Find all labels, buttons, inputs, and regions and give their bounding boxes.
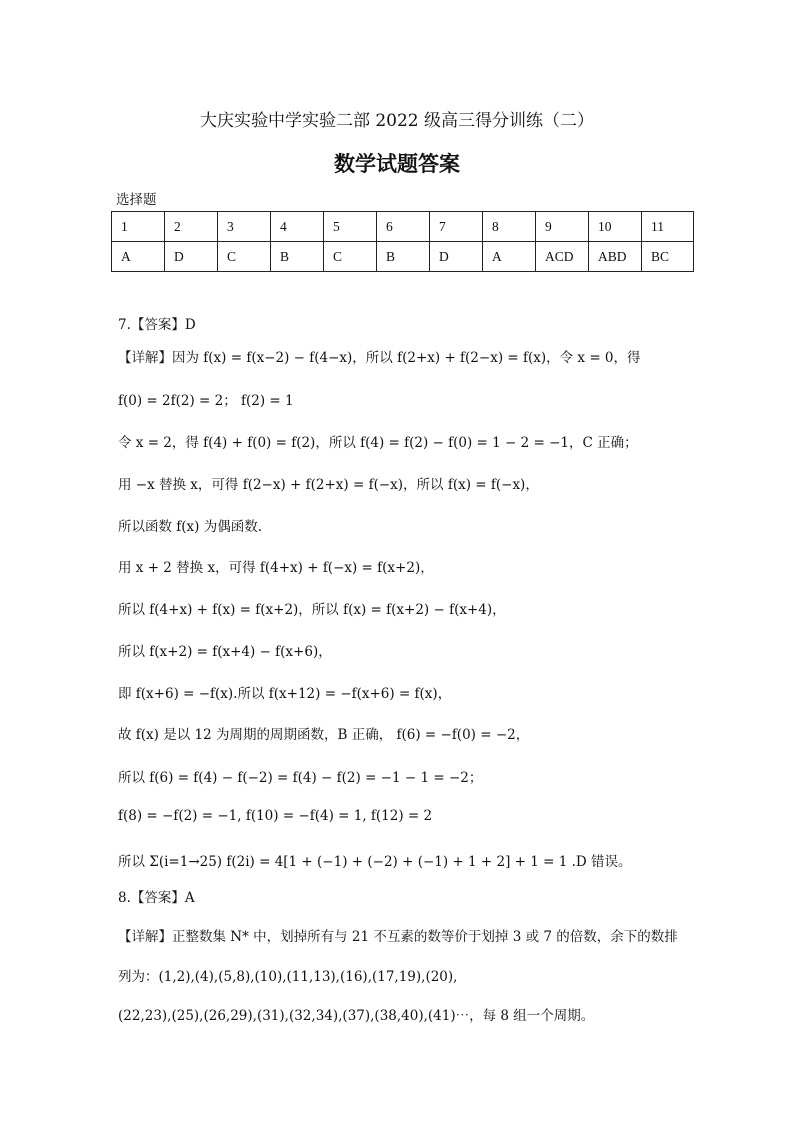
question-number-cell: 9: [536, 212, 589, 242]
q7-solution-line: 故 f(x) 是以 12 为周期的周期函数，B 正确， f(6) = −f(0) = −2，: [118, 727, 530, 743]
question-number-cell: 6: [377, 212, 430, 242]
answer-cell: A: [112, 242, 165, 272]
document-subtitle: 数学试题答案: [334, 151, 460, 176]
q7-solution-line: f(0) = 2f(2) = 2； f(2) = 1: [118, 393, 294, 409]
q8-solution-line: 【详解】正整数集 N* 中，划掉所有与 21 不互素的数等价于划掉 3 或 7 的倍数，余下的数排: [118, 929, 678, 945]
q7-solution-line: 即 f(x+6) = −f(x).所以 f(x+12) = −f(x+6) = f(x)，: [118, 686, 452, 702]
q7-solution-line: 用 x + 2 替换 x，可得 f(4+x) + f(−x) = f(x+2)，: [118, 560, 434, 576]
choice-section-label: 选择题: [116, 192, 157, 208]
answer-cell: D: [165, 242, 218, 272]
question-number-cell: 1: [112, 212, 165, 242]
answer-cell: A: [483, 242, 536, 272]
q7-solution-line: 用 −x 替换 x，可得 f(2−x) + f(2+x) = f(−x)，所以 f(x) = f(−x)，: [118, 477, 539, 493]
q7-solution-line: 所以函数 f(x) 为偶函数.: [118, 519, 263, 535]
q7-solution-line: 所以 f(6) = f(4) − f(−2) = f(4) − f(2) = −1 − 1 = −2；: [118, 770, 483, 786]
q7-solution-line: f(8) = −f(2) = −1, f(10) = −f(4) = 1, f(12) = 2: [118, 808, 433, 824]
document-title: 大庆实验中学实验二部 2022 级高三得分训练（二）: [199, 111, 595, 131]
question-number-cell: 3: [218, 212, 271, 242]
q7-solution-line: 所以 f(x+2) = f(x+4) − f(x+6)，: [118, 644, 332, 660]
question-number-cell: 11: [642, 212, 694, 242]
answer-cell: C: [324, 242, 377, 272]
question-number-cell: 4: [271, 212, 324, 242]
q7-solution-line: 所以 f(4+x) + f(x) = f(x+2)，所以 f(x) = f(x+2) − f(x+4)，: [118, 602, 506, 618]
answer-cell: ACD: [536, 242, 589, 272]
question-number-cell: 7: [430, 212, 483, 242]
question-number-cell: 2: [165, 212, 218, 242]
q7-solution-line: 【详解】因为 f(x) = f(x−2) − f(4−x)，所以 f(2+x) + f(2−x) = f(x)，令 x = 0，得: [118, 350, 641, 366]
q8-solution-line: 列为：(1,2),(4),(5,8),(10),(11,13),(16),(17,19),(20),: [118, 969, 458, 985]
answer-cell: B: [271, 242, 324, 272]
answer-cell: BC: [642, 242, 694, 272]
answer-table-answer-row: [112, 242, 694, 272]
q7-answer-heading: 7.【答案】D: [118, 317, 196, 333]
question-number-cell: 8: [483, 212, 536, 242]
q7-solution-line: 所以 Σ(i=1→25) f(2i) = 4[1 + (−1) + (−2) + (−1) + 1 + 2] + 1 = 1 .D 错误。: [118, 854, 632, 870]
answer-cell: C: [218, 242, 271, 272]
answer-table-number-row: [112, 212, 694, 242]
answer-cell: ABD: [589, 242, 642, 272]
question-number-cell: 10: [589, 212, 642, 242]
answer-table: [111, 211, 694, 272]
question-number-cell: 5: [324, 212, 377, 242]
answer-cell: B: [377, 242, 430, 272]
q8-solution-line: (22,23),(25),(26,29),(31),(32,34),(37),(38,40),(41)⋯，每 8 组一个周期。: [118, 1008, 595, 1024]
answer-cell: D: [430, 242, 483, 272]
q8-answer-heading: 8.【答案】A: [118, 890, 195, 906]
q7-solution-line: 令 x = 2，得 f(4) + f(0) = f(2)，所以 f(4) = f(2) − f(0) = 1 − 2 = −1，C 正确；: [118, 435, 638, 451]
